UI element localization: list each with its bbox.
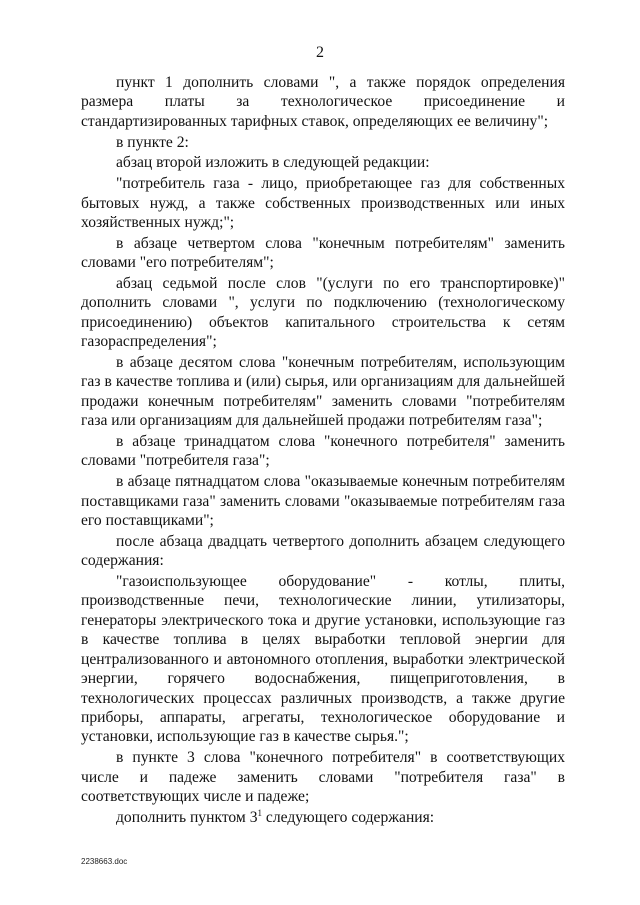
paragraph-13-superscript: 1 <box>257 807 262 818</box>
paragraph-12: в пункте 3 слова "конечного потребителя" в соответствующих числе и падеже заменить словами "потребителя газа" в соответствующих числе и падеже; <box>81 749 565 805</box>
paragraph-5: в абзаце четвертом слова "конечным потребителям" заменить словами "его потребителям"; <box>81 234 565 272</box>
paragraph-6: абзац седьмой после слов "(услуги по его транспортировке)" дополнить словами ", услуги по подключению (технологическому присоединению) объектов капитального строительства к сетям газораспределения"; <box>81 275 565 351</box>
document-body <box>81 73 565 829</box>
page-number: 2 <box>316 44 324 61</box>
paragraph-13 <box>81 808 565 827</box>
paragraph-11: "газоиспользующее оборудование" - котлы, плиты, производственные печи, технологические линии, утилизаторы, генераторы электрического тока и другие установки, использующие газ в качестве топлива в целях выработки тепловой энергии для централизованного и автономного отопления, выработки электрической энергии, горячего водоснабжения, пищеприготовления, в технологических процессах различных производств, а также другие приборы, аппараты, агрегаты, технологическое оборудование и установки, использующие газ в качестве сырья."; <box>81 573 565 746</box>
paragraph-7: в абзаце десятом слова "конечным потребителям, использующим газ в качестве топлива и (или) сырья, или организациям для дальнейшей продажи конечным потребителям" заменить словами "потребителям газа или организациям для дальнейшей продажи потребителям газа"; <box>81 354 565 430</box>
paragraph-4: "потребитель газа - лицо, приобретающее газ для собственных бытовых нужд, а также собственных производственных или иных хозяйственных нужд;"; <box>81 175 565 232</box>
paragraph-1: пункт 1 дополнить словами ", а также порядок определения размера платы за технологическое присоединение и стандартизированных тарифных ставок, определяющих ее величину"; <box>81 74 565 130</box>
paragraph-13-after: следующего содержания: <box>262 808 435 826</box>
paragraph-3: абзац второй изложить в следующей редакции: <box>116 154 430 172</box>
paragraph-13-before: дополнить пунктом 3 <box>116 808 258 826</box>
paragraph-10: после абзаца двадцать четвертого дополнить абзацем следующего содержания: <box>81 532 565 570</box>
paragraph-9: в абзаце пятнадцатом слова "оказываемые конечным потребителям поставщиками газа" заменить словами "оказываемые потребителям газа его поставщиками"; <box>81 473 565 530</box>
footer-file-code: 2238663.doc <box>81 857 128 866</box>
paragraph-2: в пункте 2: <box>116 133 189 151</box>
paragraph-8: в абзаце тринадцатом слова "конечного потребителя" заменить словами "потребителя газа"; <box>81 433 565 470</box>
